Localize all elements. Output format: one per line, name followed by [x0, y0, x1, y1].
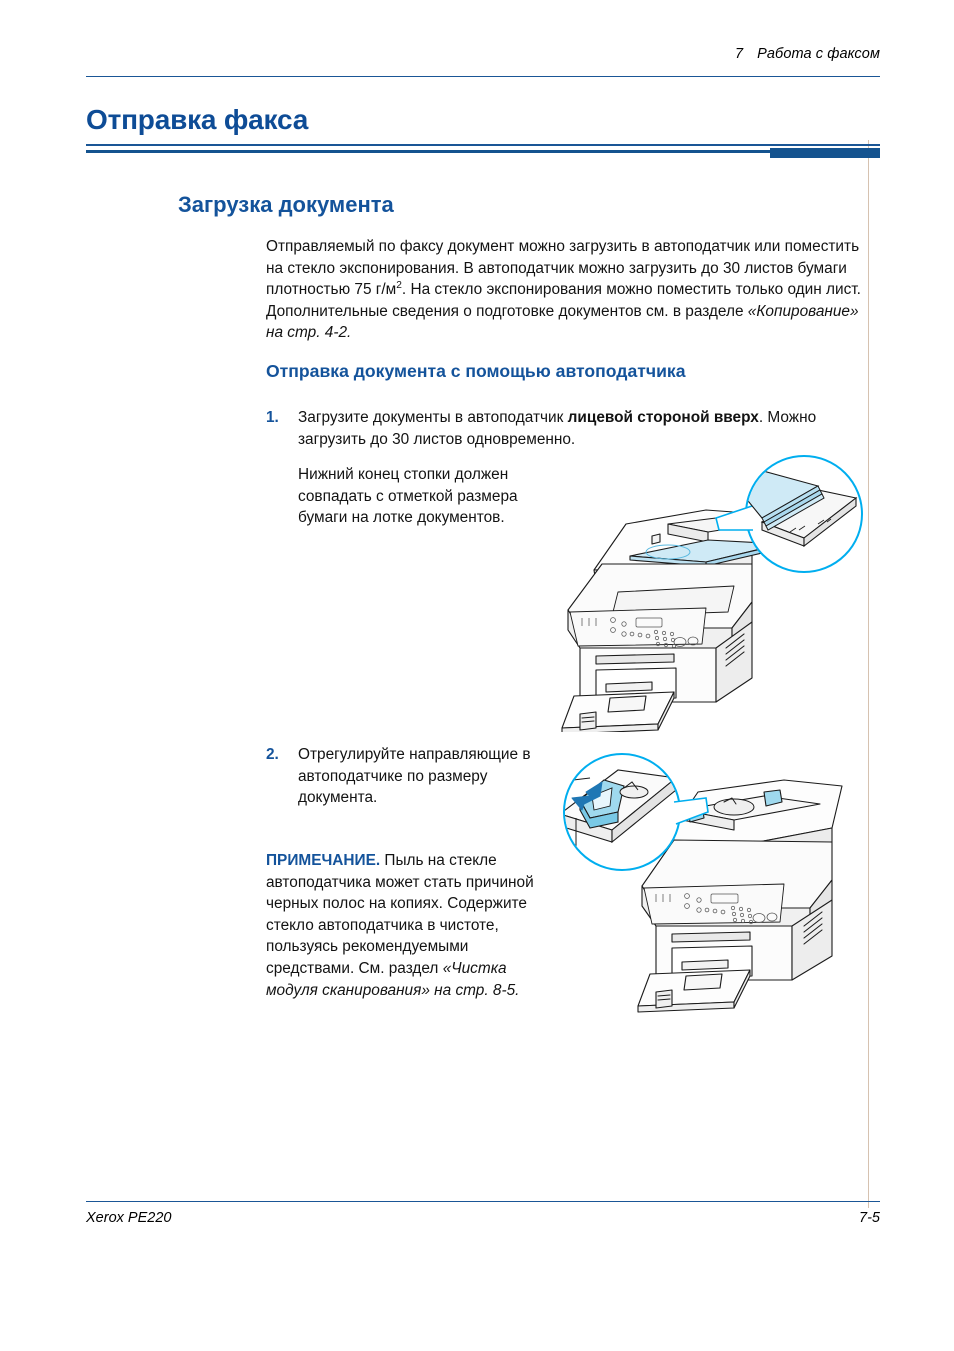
page-title: Отправка факса	[86, 104, 309, 135]
figure-printer-adjust-guides	[556, 752, 876, 1024]
step-number-2: 2.	[266, 746, 279, 763]
header-chapter-title: Работа с факсом	[757, 46, 880, 62]
step-number-1: 1.	[266, 409, 279, 426]
header-divider	[86, 76, 880, 77]
step-text-2	[298, 744, 536, 809]
step-2-text-part1: Отрегулируйте направляющие в автоподатчике по размеру документа.	[298, 746, 531, 807]
step-1-text-bold: лицевой стороной вверх	[567, 409, 759, 426]
note-block	[266, 850, 538, 1001]
header-chapter-number: 7	[734, 46, 744, 62]
footer-divider	[86, 1201, 880, 1202]
note-text: Пыль на стекле автоподатчика может стать причиной черных полос на копиях. Содержите стекло автоподатчика в чистоте, пользуясь рекомендуемыми средствами. См. раздел	[266, 852, 534, 977]
intro-paragraph	[266, 236, 866, 344]
footer-product-name: Xerox PE220	[86, 1210, 172, 1226]
step-text-1	[298, 407, 866, 450]
title-accent-block	[770, 148, 880, 158]
intro-text-part2: . На стекло экспонирования можно поместить только один лист. Дополнительные сведения о подготовке документов см. в разделе	[266, 281, 861, 320]
title-divider-thick	[86, 150, 880, 153]
running-header	[0, 46, 880, 62]
footer-page-number: 7-5	[859, 1210, 880, 1226]
section-heading: Загрузка документа	[178, 192, 394, 217]
note-cross-reference: «Чистка модуля сканирования» на стр. 8-5.	[266, 959, 520, 999]
step-item-1	[266, 407, 866, 450]
intro-superscript: 2	[396, 280, 402, 292]
intro-cross-reference: «Копирование» на стр. 4-2.	[266, 302, 859, 342]
title-divider-thin	[86, 144, 880, 146]
step-1-text-part1: Загрузите документы в автоподатчик	[298, 409, 568, 426]
step-1-text-part2: . Можно загрузить до 30 листов одновременно.	[298, 409, 817, 448]
intro-text-part1: Отправляемый по факсу документ можно загрузить в автоподатчик или поместить на стекло экспонирования. В автоподатчик можно загрузить до 30 листов бумаги плотностью 75 г/м	[266, 238, 860, 299]
figure-printer-load-document	[556, 452, 876, 732]
step-item-2	[266, 744, 536, 809]
step-1-sub-paragraph: Нижний конец стопки должен совпадать с отметкой размера бумаги на лотке документов.	[298, 466, 518, 527]
sub-heading: Отправка документа с помощью автоподатчика	[266, 361, 686, 381]
note-label: ПРИМЕЧАНИЕ.	[266, 852, 381, 869]
